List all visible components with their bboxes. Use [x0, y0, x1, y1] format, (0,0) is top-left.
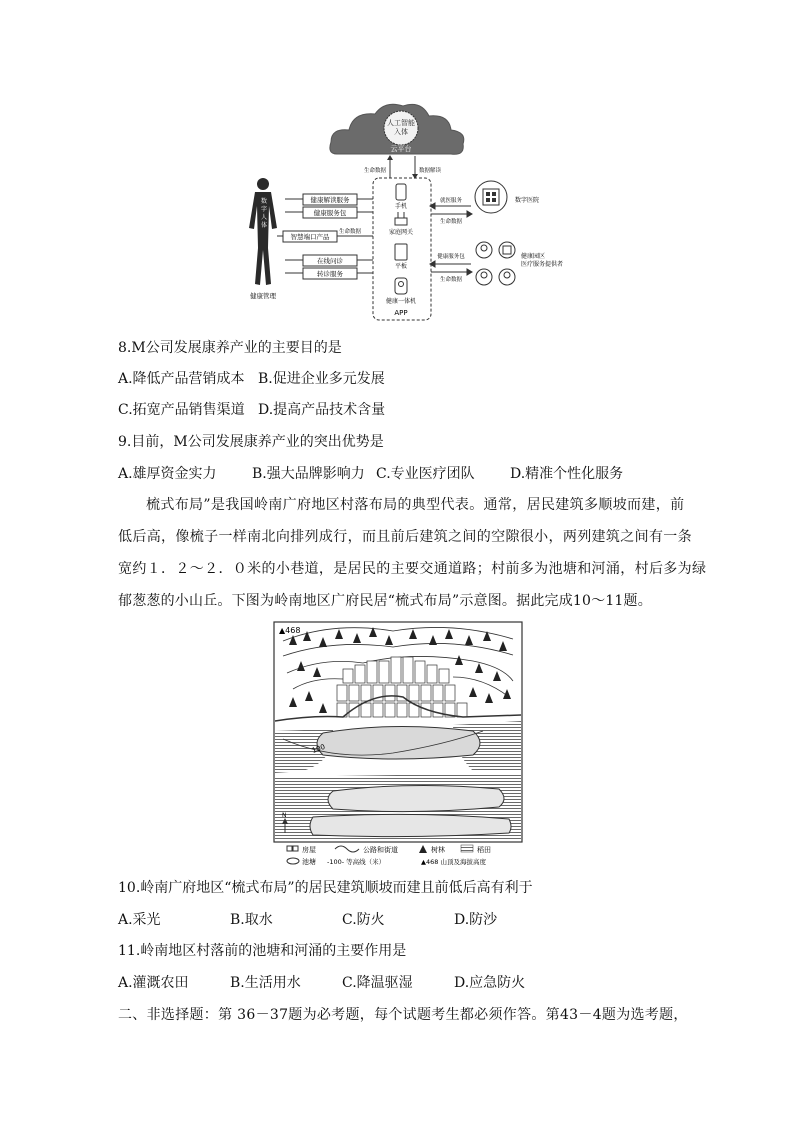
human-caption: 健康管理	[250, 292, 276, 300]
human-label-2: 字	[260, 206, 268, 213]
village-layout-map	[273, 621, 523, 865]
tablet-icon	[395, 244, 407, 260]
provider-label-2: 医疗服务提供者	[521, 261, 564, 268]
q9-option-c: C.专业医疗团队	[376, 466, 475, 482]
provider-label-1: 健康园区	[521, 253, 546, 260]
contour-label: 100	[310, 742, 327, 755]
service-box-1: 健康解读服务	[310, 196, 350, 204]
device-label-4: 健康一体机	[385, 298, 417, 305]
q8-option-d: D.提高产品技术含量	[258, 402, 386, 418]
legend-forest: 树林	[431, 846, 445, 854]
q10-option-c: C.防火	[342, 912, 385, 928]
health-kiosk-icon	[395, 278, 407, 294]
device-phone-icon	[396, 184, 406, 200]
q10-option-b: B.取水	[230, 912, 273, 928]
legend-pond: 池塘	[302, 858, 316, 865]
device-label-3: 平板	[394, 263, 408, 270]
q11-option-c: C.降温驱湿	[342, 975, 413, 991]
cloud-line-1: 人工智能	[387, 119, 415, 127]
north-label: N	[282, 812, 287, 819]
human-label-1: 数	[260, 198, 268, 205]
cloud-line-2: 入体	[394, 128, 408, 136]
hospital-icon	[475, 181, 507, 213]
q10-option-a: A.采光	[118, 912, 161, 928]
legend-house: 房屋	[302, 846, 316, 854]
q9-option-b: B.强大品牌影响力	[252, 466, 365, 482]
provider-icons	[476, 242, 515, 285]
service-box-3: 智慧端口产品	[290, 233, 330, 241]
peak-label: ▲468	[279, 626, 301, 635]
q8-stem: 8.M公司发展康养产业的主要目的是	[118, 340, 342, 356]
legend-contour: -100- 等高线（米）	[327, 858, 386, 865]
q8-option-c: C.拓宽产品销售渠道	[118, 402, 245, 418]
q11-stem: 11.岭南地区村落前的池塘和河涌的主要作用是	[118, 943, 407, 959]
q10-option-d: D.防沙	[454, 912, 498, 928]
legend-road: 公路和街道	[363, 846, 398, 854]
left-arrow-label: 生命数据	[339, 229, 362, 235]
health-platform-diagram	[235, 98, 565, 326]
device-label-2: 家庭网关	[388, 229, 414, 236]
human-label-3: 人	[260, 214, 268, 221]
human-body-figure	[249, 178, 277, 285]
human-label-4: 体	[260, 222, 268, 229]
cloud-line-3: 云平台	[390, 145, 412, 153]
service-box-5: 转诊服务	[317, 270, 343, 278]
provider-arrow-top: 健康服务包	[437, 254, 465, 260]
q11-option-d: D.应急防火	[454, 975, 526, 991]
q8-option-b: B.促进企业多元发展	[258, 371, 385, 387]
q9-stem: 9.目前，M公司发展康养产业的突出优势是	[118, 434, 384, 450]
cloud-arrow-left-label: 生命数据	[363, 168, 386, 174]
cloud-arrow-right-label: 数据解读	[419, 168, 442, 174]
service-box-4: 在线问诊	[317, 257, 343, 265]
q11-option-b: B.生活用水	[230, 975, 301, 991]
passage-line-1: 梳式布局”是我国岭南广府地区村落布局的典型代表。通常，居民建筑多顺坡而建，前	[146, 497, 685, 513]
q10-stem: 10.岭南广府地区“梳式布局”的居民建筑顺坡而建且前低后高有利于	[118, 880, 533, 896]
legend-peak: ▲468 山顶及海拔高度	[421, 858, 486, 865]
passage-line-2: 低后高，像梳子一样南北向排列成行，而且前后建筑之间的空隙很小，两列建筑之间有一条	[118, 529, 692, 545]
router-icon	[395, 212, 407, 225]
provider-arrow-bottom: 生命数据	[439, 277, 463, 283]
app-label: APP	[394, 309, 408, 317]
passage-line-3: 宽约１．２～２．０米的小巷道，是居民的主要交通道路；村前多为池塘和河涌，村后多为绿	[118, 561, 707, 577]
passage-line-4: 郁葱葱的小山丘。下图为岭南地区广府民居“梳式布局”示意图。据此完成10～11题。	[118, 593, 652, 609]
hospital-arrow-top: 就医服务	[439, 198, 463, 204]
legend-paddy: 稻田	[477, 846, 491, 854]
hospital-arrow-bottom: 生命数据	[439, 219, 463, 225]
q9-option-a: A.雄厚资金实力	[118, 466, 217, 482]
map-legend	[287, 845, 491, 865]
section2-heading: 二、非选择题：第 36－37题为必考题，每个试题考生都必须作答。第43－4题为选考题，	[118, 1007, 688, 1023]
q11-option-a: A.灌溉农田	[118, 975, 189, 991]
q8-option-a: A.降低产品营销成本	[118, 371, 245, 387]
q9-option-d: D.精准个性化服务	[510, 466, 624, 482]
cloud-platform	[330, 104, 464, 154]
device-label-1: 手机	[394, 203, 408, 210]
service-box-2: 健康服务包	[313, 209, 347, 217]
hospital-label: 数字医院	[515, 197, 540, 204]
